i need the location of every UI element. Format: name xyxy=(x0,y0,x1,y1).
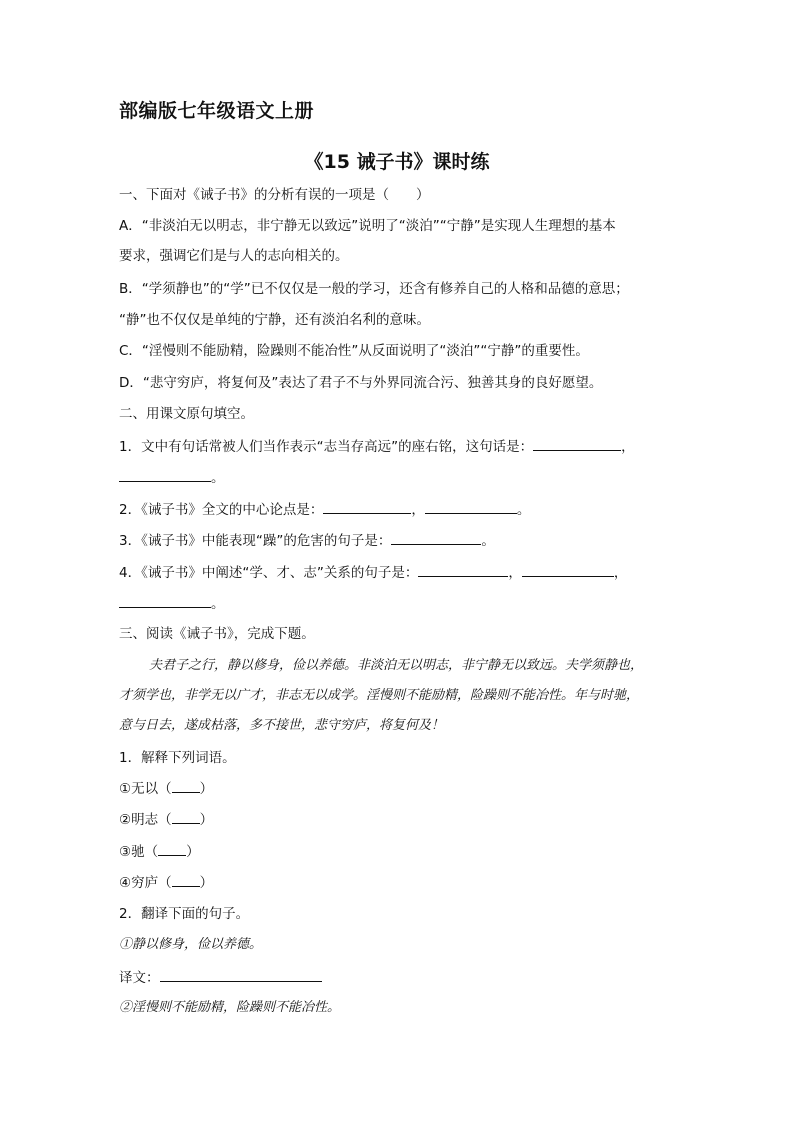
option-b-line2: “静”也不仅仅是单纯的宁静，还有淡泊名利的意味。 xyxy=(119,312,430,328)
answer-blank[interactable] xyxy=(418,562,508,577)
answer-blank[interactable] xyxy=(391,530,481,545)
passage-line-2: 才须学也，非学无以广才，非志无以成学。淫慢则不能励精，险躁则不能冶性。年与时驰， xyxy=(119,688,640,703)
punctuation: 。 xyxy=(516,502,531,518)
fill-question-1-continued xyxy=(119,467,225,488)
term-label: ②明志（ xyxy=(119,812,172,828)
term-item xyxy=(119,873,213,893)
fill-question-2 xyxy=(119,499,530,520)
section1-heading: 一、下面对《诫子书》的分析有误的一项是（ ） xyxy=(119,187,430,203)
term-close: ） xyxy=(199,875,214,891)
answer-blank[interactable] xyxy=(172,810,200,824)
answer-blank[interactable] xyxy=(522,562,614,577)
answer-blank[interactable] xyxy=(425,499,517,514)
punctuation: 。 xyxy=(211,596,225,612)
punctuation: 。 xyxy=(481,533,495,549)
option-c: C．“淫慢则不能励精，险躁则不能冶性”从反面说明了“淡泊”“宁静”的重要性。 xyxy=(119,343,589,359)
reading-question-2: 2．翻译下面的句子。 xyxy=(119,906,250,922)
fill-question-1 xyxy=(119,436,635,457)
option-d: D．“悲守穷庐，将复何及”表达了君子不与外界同流合污、独善其身的良好愿望。 xyxy=(119,375,603,391)
option-b-line1: B．“学须静也”的“学”已不仅仅是一般的学习，还含有修养自己的人格和品德的意思； xyxy=(119,281,629,297)
passage-line-3: 意与日去，遂成枯落，多不接世，悲守穷庐，将复何及！ xyxy=(119,718,445,733)
term-label: ④穷庐（ xyxy=(119,875,172,891)
question-text: 1．文中有句话常被人们当作表示“志当存高远”的座右铭，这句话是： xyxy=(119,439,534,455)
question-text: 3．《诫子书》中能表现“躁”的危害的句子是： xyxy=(119,533,392,549)
answer-blank[interactable] xyxy=(172,779,200,793)
page-title: 《15 诫子书》课时练 xyxy=(304,151,490,173)
option-a-line1: A．“非淡泊无以明志，非宁静无以致远”说明了“淡泊”“宁静”是实现人生理想的基本 xyxy=(119,218,616,234)
fill-question-3 xyxy=(119,530,495,551)
term-label: ①无以（ xyxy=(119,781,172,797)
term-close: ） xyxy=(186,844,200,860)
punctuation: ， xyxy=(508,565,522,581)
sentence-2: ②淫慢则不能励精，险躁则不能冶性。 xyxy=(119,1000,341,1015)
answer-blank[interactable] xyxy=(119,467,211,482)
answer-blank[interactable] xyxy=(323,499,411,514)
fill-question-4-continued xyxy=(119,593,225,614)
option-a-line2: 要求，强调它们是与人的志向相关的。 xyxy=(119,248,349,264)
term-close: ） xyxy=(199,781,214,797)
translation-row xyxy=(119,967,322,988)
question-text: 4．《诫子书》中阐述“学、才、志”关系的句子是： xyxy=(119,565,419,581)
answer-blank[interactable] xyxy=(172,873,200,887)
section3-heading: 三、阅读《诫子书》，完成下题。 xyxy=(119,626,315,642)
punctuation: 。 xyxy=(211,470,225,486)
term-item xyxy=(119,810,213,830)
term-label: ③驰（ xyxy=(119,844,159,860)
punctuation: ， xyxy=(613,565,628,581)
translation-label: 译文： xyxy=(119,970,160,986)
reading-question-1: 1．解释下列词语。 xyxy=(119,750,236,766)
term-item xyxy=(119,842,200,862)
passage-line-1: 夫君子之行，静以修身，俭以养德。非淡泊无以明志，非宁静无以致远。夫学须静也， xyxy=(149,658,644,673)
answer-blank[interactable] xyxy=(158,842,186,856)
punctuation: ， xyxy=(621,439,635,455)
term-item xyxy=(119,779,213,799)
series-title: 部编版七年级语文上册 xyxy=(119,100,315,122)
section2-heading: 二、用课文原句填空。 xyxy=(119,406,254,422)
question-text: 2．《诫子书》全文的中心论点是： xyxy=(119,502,324,518)
punctuation: ， xyxy=(411,502,425,518)
answer-blank[interactable] xyxy=(119,593,211,608)
answer-blank[interactable] xyxy=(533,436,621,451)
term-close: ） xyxy=(199,812,214,828)
translation-blank[interactable] xyxy=(160,967,322,982)
sentence-1: ①静以修身，俭以养德。 xyxy=(119,937,263,952)
fill-question-4 xyxy=(119,562,627,583)
